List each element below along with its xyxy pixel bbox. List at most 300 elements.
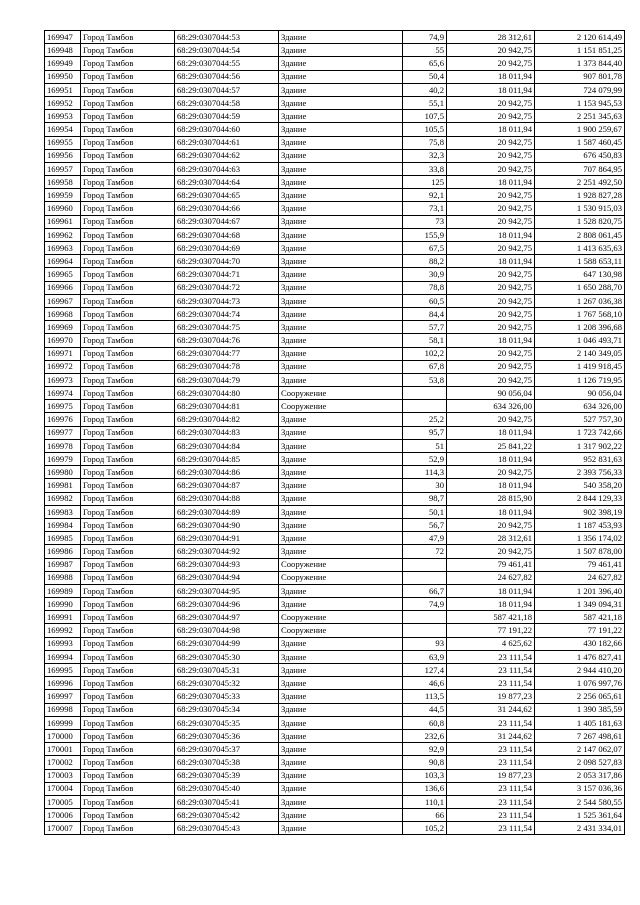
- table-row: [45, 347, 625, 360]
- specific-value-cell: 20 942,75: [447, 281, 535, 294]
- object-type-cell: Здание: [279, 518, 403, 531]
- cadastral-value-cell: 1 151 851,25: [535, 44, 625, 57]
- table-row: [45, 439, 625, 452]
- city-cell: Город Тамбов: [81, 677, 175, 690]
- area-cell: 93: [403, 637, 447, 650]
- cadastral-number-cell: 68:29:0307045:33: [175, 690, 279, 703]
- cadastral-value-cell: 77 191,22: [535, 624, 625, 637]
- city-cell: Город Тамбов: [81, 242, 175, 255]
- cadastral-number-cell: 68:29:0307044:95: [175, 584, 279, 597]
- object-type-cell: Здание: [279, 321, 403, 334]
- city-cell: Город Тамбов: [81, 743, 175, 756]
- cadastral-number-cell: 68:29:0307044:86: [175, 466, 279, 479]
- object-type-cell: Здание: [279, 176, 403, 189]
- table-row: [45, 729, 625, 742]
- cadastral-value-cell: 587 421,18: [535, 611, 625, 624]
- cadastral-number-cell: 68:29:0307045:31: [175, 664, 279, 677]
- object-type-cell: Здание: [279, 149, 403, 162]
- specific-value-cell: 23 111,54: [447, 743, 535, 756]
- cadastral-number-cell: 68:29:0307044:82: [175, 413, 279, 426]
- area-cell: 56,7: [403, 518, 447, 531]
- cadastral-number-cell: 68:29:0307045:32: [175, 677, 279, 690]
- row-number-cell: 169954: [45, 123, 81, 136]
- row-number-cell: 169978: [45, 439, 81, 452]
- row-number-cell: 169960: [45, 202, 81, 215]
- cadastral-number-cell: 68:29:0307044:61: [175, 136, 279, 149]
- city-cell: Город Тамбов: [81, 255, 175, 268]
- table-row: [45, 162, 625, 175]
- city-cell: Город Тамбов: [81, 307, 175, 320]
- cadastral-value-cell: 90 056,04: [535, 387, 625, 400]
- specific-value-cell: 25 841,22: [447, 439, 535, 452]
- table-row: [45, 492, 625, 505]
- table-row: [45, 57, 625, 70]
- cadastral-number-cell: 68:29:0307044:79: [175, 373, 279, 386]
- cadastral-value-cell: 724 079,99: [535, 83, 625, 96]
- object-type-cell: Здание: [279, 453, 403, 466]
- area-cell: 74,9: [403, 598, 447, 611]
- specific-value-cell: 18 011,94: [447, 598, 535, 611]
- specific-value-cell: 18 011,94: [447, 123, 535, 136]
- area-cell: 92,1: [403, 189, 447, 202]
- object-type-cell: Здание: [279, 242, 403, 255]
- city-cell: Город Тамбов: [81, 518, 175, 531]
- cadastral-number-cell: 68:29:0307044:96: [175, 598, 279, 611]
- specific-value-cell: 18 011,94: [447, 334, 535, 347]
- row-number-cell: 169983: [45, 505, 81, 518]
- table-row: [45, 545, 625, 558]
- table-row: [45, 334, 625, 347]
- area-cell: 58,1: [403, 334, 447, 347]
- specific-value-cell: 24 627,82: [447, 571, 535, 584]
- row-number-cell: 169980: [45, 466, 81, 479]
- area-cell: 84,4: [403, 307, 447, 320]
- city-cell: Город Тамбов: [81, 294, 175, 307]
- table-row: [45, 795, 625, 808]
- city-cell: Город Тамбов: [81, 176, 175, 189]
- object-type-cell: Здание: [279, 637, 403, 650]
- cadastral-value-cell: 1 356 174,02: [535, 532, 625, 545]
- cadastral-number-cell: 68:29:0307044:78: [175, 360, 279, 373]
- area-cell: 51: [403, 439, 447, 452]
- city-cell: Город Тамбов: [81, 782, 175, 795]
- table-row: [45, 413, 625, 426]
- cadastral-number-cell: 68:29:0307044:83: [175, 426, 279, 439]
- object-type-cell: Сооружение: [279, 571, 403, 584]
- specific-value-cell: 28 312,61: [447, 31, 535, 44]
- row-number-cell: 169993: [45, 637, 81, 650]
- specific-value-cell: 20 942,75: [447, 413, 535, 426]
- table-row: [45, 505, 625, 518]
- city-cell: Город Тамбов: [81, 70, 175, 83]
- row-number-cell: 169985: [45, 532, 81, 545]
- row-number-cell: 170002: [45, 756, 81, 769]
- cadastral-value-cell: 1 650 288,70: [535, 281, 625, 294]
- table-row: [45, 31, 625, 44]
- city-cell: Город Тамбов: [81, 664, 175, 677]
- object-type-cell: Здание: [279, 413, 403, 426]
- object-type-cell: Здание: [279, 809, 403, 822]
- cadastral-value-cell: 1 528 820,75: [535, 215, 625, 228]
- city-cell: Город Тамбов: [81, 189, 175, 202]
- area-cell: 105,2: [403, 822, 447, 835]
- object-type-cell: Здание: [279, 294, 403, 307]
- specific-value-cell: 18 011,94: [447, 255, 535, 268]
- area-cell: 67,5: [403, 242, 447, 255]
- city-cell: Город Тамбов: [81, 822, 175, 835]
- object-type-cell: Сооружение: [279, 624, 403, 637]
- row-number-cell: 169984: [45, 518, 81, 531]
- object-type-cell: Здание: [279, 729, 403, 742]
- object-type-cell: Здание: [279, 664, 403, 677]
- row-number-cell: 169989: [45, 584, 81, 597]
- document-page: [44, 30, 624, 835]
- cadastral-number-cell: 68:29:0307044:88: [175, 492, 279, 505]
- specific-value-cell: 19 877,23: [447, 769, 535, 782]
- object-type-cell: Здание: [279, 782, 403, 795]
- table-row: [45, 743, 625, 756]
- object-type-cell: Здание: [279, 189, 403, 202]
- row-number-cell: 169953: [45, 110, 81, 123]
- cadastral-value-cell: 2 431 334,01: [535, 822, 625, 835]
- area-cell: 232,6: [403, 729, 447, 742]
- cadastral-value-cell: 2 251 492,50: [535, 176, 625, 189]
- specific-value-cell: 20 942,75: [447, 307, 535, 320]
- row-number-cell: 169998: [45, 703, 81, 716]
- table-row: [45, 716, 625, 729]
- object-type-cell: Здание: [279, 347, 403, 360]
- city-cell: Город Тамбов: [81, 123, 175, 136]
- cadastral-value-cell: 647 130,98: [535, 268, 625, 281]
- row-number-cell: 169957: [45, 162, 81, 175]
- row-number-cell: 169958: [45, 176, 81, 189]
- area-cell: 73,1: [403, 202, 447, 215]
- city-cell: Город Тамбов: [81, 83, 175, 96]
- table-row: [45, 453, 625, 466]
- object-type-cell: Здание: [279, 769, 403, 782]
- table-row: [45, 782, 625, 795]
- area-cell: 55: [403, 44, 447, 57]
- cadastral-number-cell: 68:29:0307044:65: [175, 189, 279, 202]
- row-number-cell: 169987: [45, 558, 81, 571]
- cadastral-value-cell: 1 126 719,95: [535, 373, 625, 386]
- area-cell: 72: [403, 545, 447, 558]
- cadastral-value-cell: 1 525 361,64: [535, 809, 625, 822]
- area-cell: 47,9: [403, 532, 447, 545]
- cadastral-value-cell: 2 844 129,33: [535, 492, 625, 505]
- cadastral-value-cell: 7 267 498,61: [535, 729, 625, 742]
- row-number-cell: 169959: [45, 189, 81, 202]
- area-cell: 60,5: [403, 294, 447, 307]
- object-type-cell: Сооружение: [279, 558, 403, 571]
- city-cell: Город Тамбов: [81, 598, 175, 611]
- cadastral-number-cell: 68:29:0307045:43: [175, 822, 279, 835]
- object-type-cell: Здание: [279, 136, 403, 149]
- row-number-cell: 169971: [45, 347, 81, 360]
- cadastral-number-cell: 68:29:0307044:53: [175, 31, 279, 44]
- cadastral-value-cell: 2 140 349,05: [535, 347, 625, 360]
- table-row: [45, 373, 625, 386]
- cadastral-value-cell: 1 530 915,03: [535, 202, 625, 215]
- object-type-cell: Здание: [279, 360, 403, 373]
- cadastral-value-cell: 1 187 453,93: [535, 518, 625, 531]
- area-cell: 125: [403, 176, 447, 189]
- city-cell: Город Тамбов: [81, 703, 175, 716]
- specific-value-cell: 634 326,00: [447, 400, 535, 413]
- cadastral-value-cell: 1 900 259,67: [535, 123, 625, 136]
- specific-value-cell: 20 942,75: [447, 149, 535, 162]
- row-number-cell: 169968: [45, 307, 81, 320]
- cadastral-number-cell: 68:29:0307044:73: [175, 294, 279, 307]
- cadastral-value-cell: 1 153 945,53: [535, 96, 625, 109]
- area-cell: 66: [403, 809, 447, 822]
- cadastral-value-cell: 1 413 635,63: [535, 242, 625, 255]
- specific-value-cell: 4 625,62: [447, 637, 535, 650]
- cadastral-number-cell: 68:29:0307044:77: [175, 347, 279, 360]
- cadastral-value-cell: 79 461,41: [535, 558, 625, 571]
- object-type-cell: Здание: [279, 373, 403, 386]
- specific-value-cell: 18 011,94: [447, 479, 535, 492]
- city-cell: Город Тамбов: [81, 57, 175, 70]
- table-row: [45, 624, 625, 637]
- area-cell: 88,2: [403, 255, 447, 268]
- city-cell: Город Тамбов: [81, 360, 175, 373]
- cadastral-value-cell: 1 046 493,71: [535, 334, 625, 347]
- cadastral-number-cell: 68:29:0307044:84: [175, 439, 279, 452]
- city-cell: Город Тамбов: [81, 637, 175, 650]
- cadastral-number-cell: 68:29:0307044:89: [175, 505, 279, 518]
- specific-value-cell: 20 942,75: [447, 360, 535, 373]
- area-cell: 95,7: [403, 426, 447, 439]
- city-cell: Город Тамбов: [81, 650, 175, 663]
- cadastral-value-cell: 3 157 036,36: [535, 782, 625, 795]
- object-type-cell: Здание: [279, 492, 403, 505]
- cadastral-value-cell: 1 317 902,22: [535, 439, 625, 452]
- city-cell: Город Тамбов: [81, 281, 175, 294]
- cadastral-value-cell: 1 723 742,66: [535, 426, 625, 439]
- city-cell: Город Тамбов: [81, 729, 175, 742]
- cadastral-number-cell: 68:29:0307044:54: [175, 44, 279, 57]
- city-cell: Город Тамбов: [81, 545, 175, 558]
- cadastral-number-cell: 68:29:0307045:30: [175, 650, 279, 663]
- table-row: [45, 294, 625, 307]
- city-cell: Город Тамбов: [81, 321, 175, 334]
- area-cell: 90,8: [403, 756, 447, 769]
- object-type-cell: Здание: [279, 545, 403, 558]
- table-row: [45, 255, 625, 268]
- table-row: [45, 96, 625, 109]
- table-row: [45, 110, 625, 123]
- specific-value-cell: 18 011,94: [447, 70, 535, 83]
- object-type-cell: Здание: [279, 795, 403, 808]
- area-cell: 92,9: [403, 743, 447, 756]
- cadastral-value-cell: 676 450,83: [535, 149, 625, 162]
- area-cell: [403, 400, 447, 413]
- object-type-cell: Здание: [279, 822, 403, 835]
- row-number-cell: 169990: [45, 598, 81, 611]
- object-type-cell: Здание: [279, 426, 403, 439]
- object-type-cell: Сооружение: [279, 400, 403, 413]
- area-cell: 98,7: [403, 492, 447, 505]
- specific-value-cell: 20 942,75: [447, 57, 535, 70]
- cadastral-value-cell: 2 147 062,07: [535, 743, 625, 756]
- city-cell: Город Тамбов: [81, 202, 175, 215]
- cadastral-number-cell: 68:29:0307044:60: [175, 123, 279, 136]
- cadastral-number-cell: 68:29:0307044:67: [175, 215, 279, 228]
- cadastral-number-cell: 68:29:0307045:34: [175, 703, 279, 716]
- object-type-cell: Здание: [279, 756, 403, 769]
- specific-value-cell: 18 011,94: [447, 228, 535, 241]
- city-cell: Город Тамбов: [81, 492, 175, 505]
- table-row: [45, 83, 625, 96]
- cadastral-value-cell: 540 358,20: [535, 479, 625, 492]
- cadastral-number-cell: 68:29:0307044:59: [175, 110, 279, 123]
- table-body: [45, 31, 625, 835]
- row-number-cell: 169988: [45, 571, 81, 584]
- cadastral-number-cell: 68:29:0307044:64: [175, 176, 279, 189]
- row-number-cell: 169970: [45, 334, 81, 347]
- area-cell: 50,4: [403, 70, 447, 83]
- city-cell: Город Тамбов: [81, 413, 175, 426]
- cadastral-number-cell: 68:29:0307044:63: [175, 162, 279, 175]
- row-number-cell: 169969: [45, 321, 81, 334]
- cadastral-number-cell: 68:29:0307044:98: [175, 624, 279, 637]
- area-cell: 73: [403, 215, 447, 228]
- row-number-cell: 169986: [45, 545, 81, 558]
- cadastral-number-cell: 68:29:0307044:56: [175, 70, 279, 83]
- table-row: [45, 690, 625, 703]
- city-cell: Город Тамбов: [81, 584, 175, 597]
- table-row: [45, 360, 625, 373]
- row-number-cell: 169999: [45, 716, 81, 729]
- cadastral-number-cell: 68:29:0307044:74: [175, 307, 279, 320]
- city-cell: Город Тамбов: [81, 769, 175, 782]
- table-row: [45, 664, 625, 677]
- area-cell: 50,1: [403, 505, 447, 518]
- cadastral-value-cell: 1 208 396,68: [535, 321, 625, 334]
- object-type-cell: Здание: [279, 228, 403, 241]
- specific-value-cell: 31 244,62: [447, 729, 535, 742]
- table-row: [45, 400, 625, 413]
- cadastral-value-cell: 1 349 094,31: [535, 598, 625, 611]
- city-cell: Город Тамбов: [81, 505, 175, 518]
- area-cell: 102,2: [403, 347, 447, 360]
- area-cell: 155,9: [403, 228, 447, 241]
- row-number-cell: 169963: [45, 242, 81, 255]
- row-number-cell: 169952: [45, 96, 81, 109]
- cadastral-value-cell: 1 476 827,41: [535, 650, 625, 663]
- object-type-cell: Здание: [279, 743, 403, 756]
- row-number-cell: 169956: [45, 149, 81, 162]
- cadastral-value-cell: 634 326,00: [535, 400, 625, 413]
- city-cell: Город Тамбов: [81, 426, 175, 439]
- city-cell: Город Тамбов: [81, 400, 175, 413]
- table-row: [45, 176, 625, 189]
- table-row: [45, 281, 625, 294]
- object-type-cell: Здание: [279, 83, 403, 96]
- cadastral-value-cell: 1 419 918,45: [535, 360, 625, 373]
- cadastral-number-cell: 68:29:0307044:90: [175, 518, 279, 531]
- table-row: [45, 149, 625, 162]
- specific-value-cell: 18 011,94: [447, 426, 535, 439]
- object-type-cell: Здание: [279, 70, 403, 83]
- city-cell: Город Тамбов: [81, 690, 175, 703]
- object-type-cell: Здание: [279, 677, 403, 690]
- cadastral-value-cell: 24 627,82: [535, 571, 625, 584]
- area-cell: 53,8: [403, 373, 447, 386]
- cadastral-number-cell: 68:29:0307045:38: [175, 756, 279, 769]
- cadastral-number-cell: 68:29:0307044:62: [175, 149, 279, 162]
- row-number-cell: 169979: [45, 453, 81, 466]
- city-cell: Город Тамбов: [81, 110, 175, 123]
- cadastral-value-cell: 430 182,66: [535, 637, 625, 650]
- cadastral-value-cell: 1 390 385,59: [535, 703, 625, 716]
- row-number-cell: 169974: [45, 387, 81, 400]
- row-number-cell: 169965: [45, 268, 81, 281]
- specific-value-cell: 23 111,54: [447, 782, 535, 795]
- table-row: [45, 822, 625, 835]
- specific-value-cell: 28 312,61: [447, 532, 535, 545]
- row-number-cell: 169976: [45, 413, 81, 426]
- cadastral-number-cell: 68:29:0307044:87: [175, 479, 279, 492]
- cadastral-value-cell: 2 393 756,33: [535, 466, 625, 479]
- specific-value-cell: 23 111,54: [447, 756, 535, 769]
- city-cell: Город Тамбов: [81, 347, 175, 360]
- row-number-cell: 170000: [45, 729, 81, 742]
- cadastral-value-cell: 527 757,30: [535, 413, 625, 426]
- table-row: [45, 598, 625, 611]
- cadastral-value-cell: 1 767 568,10: [535, 307, 625, 320]
- object-type-cell: Сооружение: [279, 611, 403, 624]
- object-type-cell: Здание: [279, 307, 403, 320]
- table-row: [45, 228, 625, 241]
- object-type-cell: Здание: [279, 162, 403, 175]
- cadastral-value-cell: 902 398,19: [535, 505, 625, 518]
- cadastral-number-cell: 68:29:0307044:81: [175, 400, 279, 413]
- specific-value-cell: 20 942,75: [447, 466, 535, 479]
- cadastral-value-cell: 2 251 345,63: [535, 110, 625, 123]
- cadastral-number-cell: 68:29:0307045:42: [175, 809, 279, 822]
- cadastral-value-cell: 1 587 460,45: [535, 136, 625, 149]
- area-cell: [403, 611, 447, 624]
- area-cell: [403, 387, 447, 400]
- specific-value-cell: 23 111,54: [447, 677, 535, 690]
- table-row: [45, 756, 625, 769]
- table-row: [45, 809, 625, 822]
- row-number-cell: 169964: [45, 255, 81, 268]
- object-type-cell: Здание: [279, 479, 403, 492]
- city-cell: Город Тамбов: [81, 373, 175, 386]
- table-row: [45, 466, 625, 479]
- city-cell: Город Тамбов: [81, 571, 175, 584]
- table-row: [45, 189, 625, 202]
- specific-value-cell: 31 244,62: [447, 703, 535, 716]
- table-row: [45, 136, 625, 149]
- table-row: [45, 123, 625, 136]
- cadastral-number-cell: 68:29:0307045:36: [175, 729, 279, 742]
- object-type-cell: Здание: [279, 505, 403, 518]
- specific-value-cell: 23 111,54: [447, 716, 535, 729]
- city-cell: Город Тамбов: [81, 228, 175, 241]
- row-number-cell: 169997: [45, 690, 81, 703]
- table-row: [45, 321, 625, 334]
- area-cell: 30: [403, 479, 447, 492]
- specific-value-cell: 23 111,54: [447, 664, 535, 677]
- object-type-cell: Здание: [279, 96, 403, 109]
- specific-value-cell: 20 942,75: [447, 321, 535, 334]
- specific-value-cell: 19 877,23: [447, 690, 535, 703]
- row-number-cell: 170006: [45, 809, 81, 822]
